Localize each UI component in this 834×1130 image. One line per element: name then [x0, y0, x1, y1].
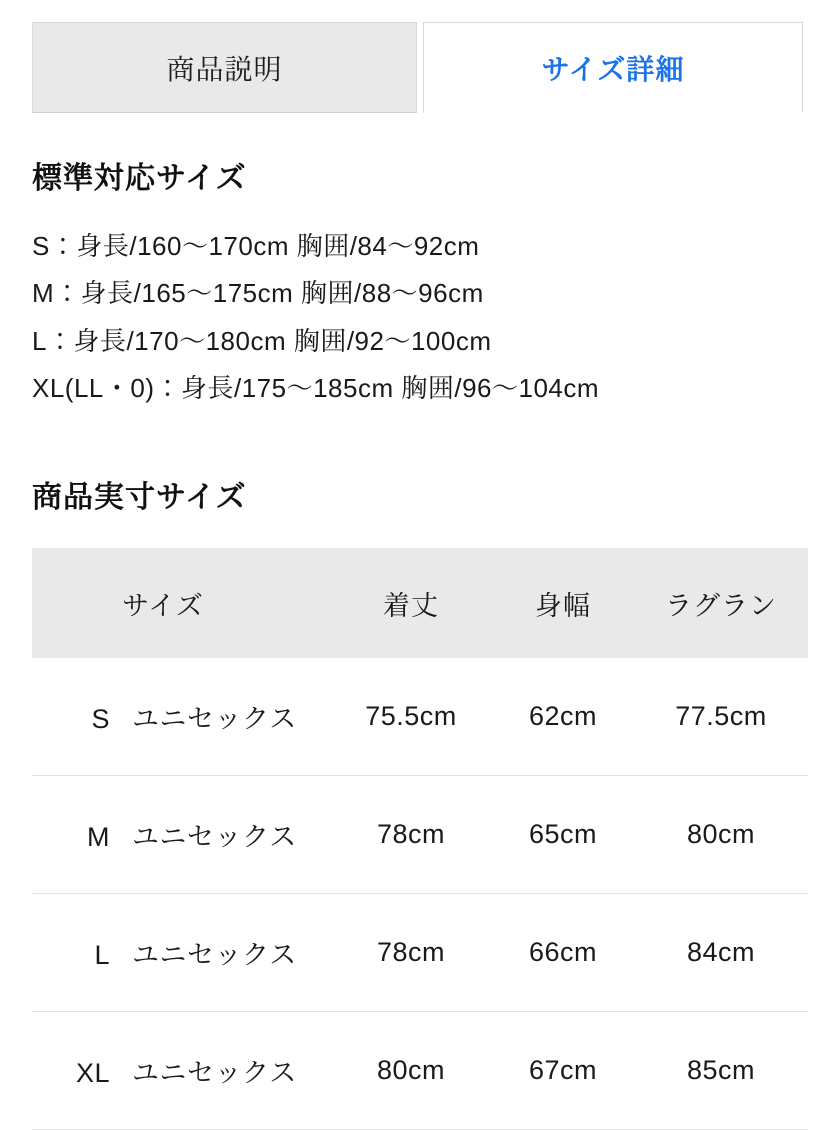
cell-size-code: S	[91, 704, 110, 735]
standard-size-line-xl: XL(LL・0)：身長/175〜185cm 胸囲/96〜104cm	[32, 372, 600, 403]
cell-size	[32, 894, 330, 1012]
tab-size-detail[interactable]	[423, 22, 803, 113]
standard-size-heading: 標準対応サイズ	[32, 162, 247, 195]
cell-size	[32, 658, 330, 776]
cell-length: 78cm	[330, 776, 492, 894]
cell-size-type: ユニセックス	[132, 940, 297, 971]
table-row	[32, 658, 808, 776]
column-header-length: 着丈	[330, 548, 492, 658]
tab-product-description[interactable]	[32, 22, 417, 113]
tab-bar	[0, 0, 834, 113]
cell-raglan: 77.5cm	[634, 658, 808, 776]
table-head	[32, 548, 808, 658]
cell-size-code: XL	[75, 1058, 110, 1089]
cell-width: 66cm	[492, 894, 634, 1012]
cell-size-code: L	[94, 940, 110, 971]
table-body	[32, 658, 808, 1130]
actual-size-heading: 商品実寸サイズ	[32, 481, 247, 515]
cell-width: 62cm	[492, 658, 634, 776]
column-header-width: 身幅	[492, 548, 634, 658]
column-header-size: サイズ	[32, 548, 330, 658]
cell-size-type: ユニセックス	[132, 822, 297, 853]
tab-size-detail-label: サイズ詳細	[541, 53, 685, 85]
cell-raglan: 85cm	[634, 1012, 808, 1130]
standard-size-list	[32, 223, 834, 412]
actual-size-table-wrapper	[32, 548, 802, 1130]
tab-product-description-label: 商品説明	[166, 53, 283, 85]
cell-width: 65cm	[492, 776, 634, 894]
cell-length: 78cm	[330, 894, 492, 1012]
table-header-row	[32, 548, 808, 658]
standard-size-line-l: L：身長/170〜180cm 胸囲/92〜100cm	[32, 325, 492, 356]
table-row	[32, 894, 808, 1012]
cell-size-code: M	[87, 822, 110, 853]
cell-length: 80cm	[330, 1012, 492, 1130]
standard-size-line-m: M：身長/165〜175cm 胸囲/88〜96cm	[32, 278, 484, 309]
cell-width: 67cm	[492, 1012, 634, 1130]
cell-length: 75.5cm	[330, 658, 492, 776]
column-header-raglan: ラグラン	[634, 548, 808, 658]
cell-size-type: ユニセックス	[132, 704, 297, 735]
cell-size-type: ユニセックス	[132, 1058, 297, 1089]
cell-size	[32, 1012, 330, 1130]
standard-size-line-s: S：身長/160〜170cm 胸囲/84〜92cm	[32, 231, 480, 261]
cell-size	[32, 776, 330, 894]
table-row	[32, 776, 808, 894]
cell-raglan: 80cm	[634, 776, 808, 894]
table-row	[32, 1012, 808, 1130]
cell-raglan: 84cm	[634, 894, 808, 1012]
actual-size-table	[32, 548, 808, 1130]
